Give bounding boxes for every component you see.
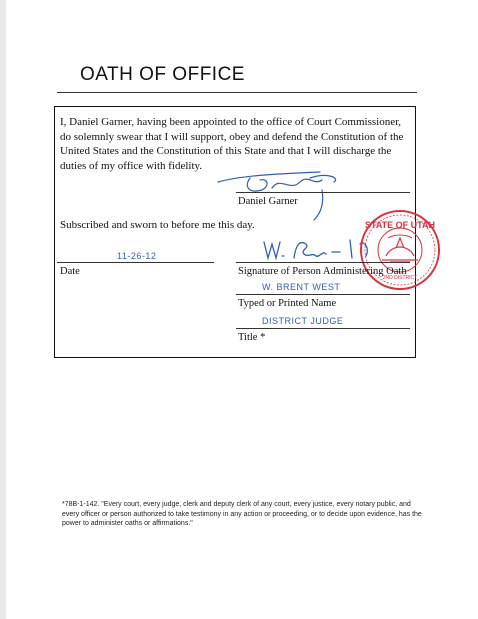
- title-label: Title *: [238, 332, 266, 343]
- title-line: [236, 328, 410, 329]
- page-title: OATH OF OFFICE: [80, 64, 245, 85]
- seal-text-bottom: 2ND DISTRICT: [382, 275, 418, 281]
- printed-name-label: Typed or Printed Name: [238, 298, 337, 309]
- oath-text: I, Daniel Garner, having been appointed to the office of Court Commissioner, do solemnly swear that I will support, obey and defend the Constitution of the United States and the Constitution of this State and that I will discharge the duties of my office with fidelity.: [60, 116, 404, 172]
- date-value: 11-26-12: [117, 251, 157, 261]
- seal-text-top: STATE OF UTAH: [365, 220, 435, 230]
- page-edge: [0, 0, 6, 619]
- printed-name-value: W. BRENT WEST: [262, 282, 341, 292]
- appointee-name-label: Daniel Garner: [238, 196, 298, 207]
- administrator-signature-line: [236, 262, 410, 263]
- title-rule: [57, 92, 417, 93]
- title-value: DISTRICT JUDGE: [262, 316, 344, 326]
- administrator-signature-label: Signature of Person Administering Oath: [238, 266, 407, 277]
- printed-name-line: [236, 294, 410, 295]
- footnote: *78B-1-142. "Every court, every judge, clerk and deputy clerk of any court, every justice, every notary public, and every officer or person authorized to take testimony in any action or proceeding, or to decide upon evidence, has the power to administer oaths or affirmations.": [62, 501, 422, 527]
- subscribed-text: Subscribed and sworn to before me this day.: [60, 219, 255, 231]
- date-label: Date: [60, 266, 80, 277]
- appointee-signature-line: [236, 192, 410, 193]
- official-seal: [358, 208, 442, 292]
- date-line: [57, 262, 214, 263]
